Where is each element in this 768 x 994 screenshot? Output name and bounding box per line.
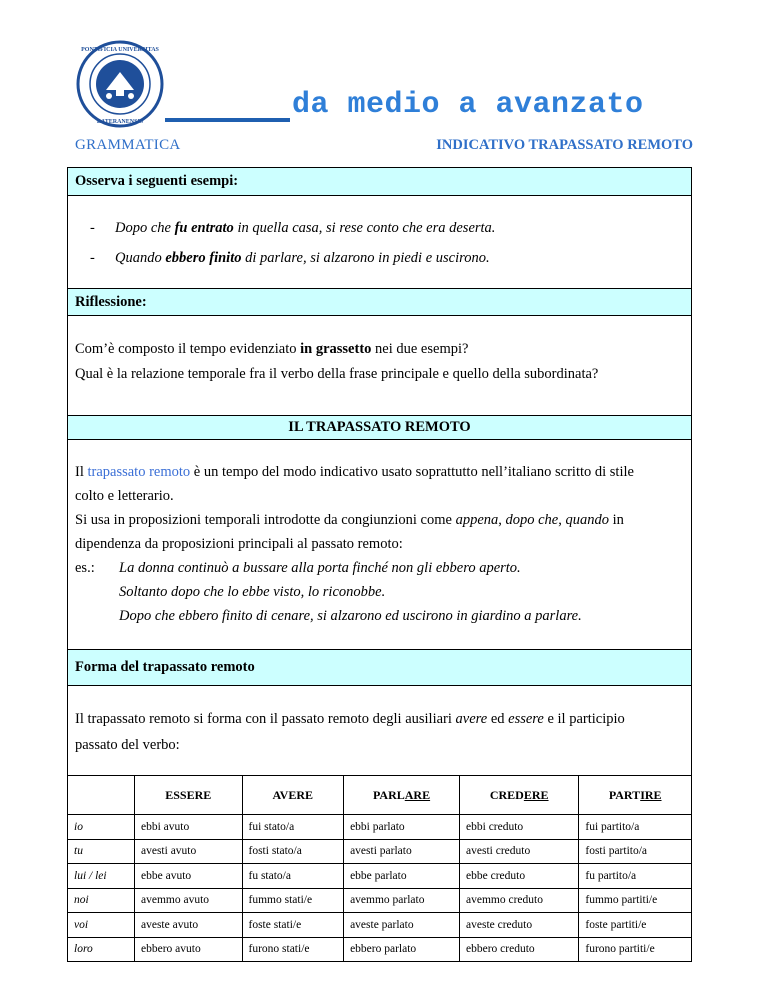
table-header: ESSERE bbox=[135, 776, 243, 815]
trapassato-heading: IL TRAPASSATO REMOTO bbox=[68, 415, 691, 440]
list-dash: - bbox=[90, 250, 95, 266]
table-cell: avesti avuto bbox=[135, 839, 243, 864]
highlight-term: trapassato remoto bbox=[87, 464, 191, 480]
header-underline bbox=[165, 118, 290, 122]
osserva-heading: Osserva i seguenti esempi: bbox=[68, 168, 691, 196]
table-cell: fosti partito/a bbox=[579, 839, 692, 864]
pronoun-cell: tu bbox=[68, 839, 135, 864]
table-cell: avesti parlato bbox=[344, 839, 460, 864]
table-cell: ebbi parlato bbox=[344, 815, 460, 840]
usage-paragraph: Si usa in proposizioni temporali introdotte da congiunzioni come appena, dopo che, quando in bbox=[75, 512, 624, 528]
example-text: di parlare, si alzarono in piedi e uscirono. bbox=[241, 250, 490, 266]
example-item bbox=[68, 246, 691, 276]
example-bold: ebbero finito bbox=[165, 250, 242, 266]
university-seal-logo bbox=[76, 40, 164, 128]
forma-heading: Forma del trapassato remoto bbox=[68, 649, 691, 686]
table-cell: fosti stato/a bbox=[242, 839, 344, 864]
table-header: AVERE bbox=[242, 776, 344, 815]
table-header: CREDERE bbox=[460, 776, 579, 815]
pronoun-cell: voi bbox=[68, 913, 135, 938]
table-row bbox=[68, 888, 692, 913]
es-label: es.: bbox=[75, 560, 95, 576]
forma-paragraph-line2: passato del verbo: bbox=[75, 737, 180, 753]
table-cell: fu stato/a bbox=[242, 864, 344, 889]
table-row bbox=[68, 937, 692, 962]
table-cell: avemmo creduto bbox=[460, 888, 579, 913]
pronoun-cell: loro bbox=[68, 937, 135, 962]
table-cell: fummo stati/e bbox=[242, 888, 344, 913]
page-title: da medio a avanzato bbox=[292, 88, 644, 122]
table-row bbox=[68, 839, 692, 864]
section-label-grammatica: GRAMMATICA bbox=[75, 137, 181, 153]
table-cell: ebbi avuto bbox=[135, 815, 243, 840]
table-cell: avemmo avuto bbox=[135, 888, 243, 913]
table-cell: aveste parlato bbox=[344, 913, 460, 938]
pronoun-cell: lui / lei bbox=[68, 864, 135, 889]
definition-paragraph-line2: colto e letterario. bbox=[75, 488, 174, 504]
table-cell: ebbero creduto bbox=[460, 937, 579, 962]
table-cell: foste partiti/e bbox=[579, 913, 692, 938]
conjugation-table bbox=[67, 775, 692, 962]
table-cell: ebbe parlato bbox=[344, 864, 460, 889]
example-text: Quando bbox=[115, 250, 166, 266]
table-cell: aveste avuto bbox=[135, 913, 243, 938]
example-sentence: Soltanto dopo che lo ebbe visto, lo riconobbe. bbox=[119, 584, 386, 600]
table-cell: avemmo parlato bbox=[344, 888, 460, 913]
riflessione-section bbox=[67, 288, 692, 416]
table-header-row bbox=[68, 776, 692, 815]
riflessione-heading: Riflessione: bbox=[68, 288, 691, 316]
table-row bbox=[68, 864, 692, 889]
table-cell: ebbi creduto bbox=[460, 815, 579, 840]
svg-text:PONTIFICIA UNIVERSITAS: PONTIFICIA UNIVERSITAS bbox=[81, 47, 159, 53]
table-cell: fu partito/a bbox=[579, 864, 692, 889]
example-text: Dopo che bbox=[115, 220, 175, 236]
usage-paragraph-line2: dipendenza da proposizioni principali al passato remoto: bbox=[75, 536, 403, 552]
table-cell: fui stato/a bbox=[242, 815, 344, 840]
pronoun-cell: noi bbox=[68, 888, 135, 913]
osserva-section bbox=[67, 167, 692, 289]
table-header: PARTIRE bbox=[579, 776, 692, 815]
question-2: Qual è la relazione temporale fra il verbo della frase principale e quello della subordinata? bbox=[75, 366, 599, 382]
topic-label: INDICATIVO TRAPASSATO REMOTO bbox=[436, 137, 693, 153]
trapassato-section bbox=[67, 415, 692, 650]
table-header: PARLARE bbox=[344, 776, 460, 815]
example-item bbox=[68, 216, 691, 246]
table-cell: aveste creduto bbox=[460, 913, 579, 938]
table-cell: fummo partiti/e bbox=[579, 888, 692, 913]
svg-text:LATERANENSIS: LATERANENSIS bbox=[96, 119, 144, 125]
example-text: in quella casa, si rese conto che era deserta. bbox=[233, 220, 496, 236]
table-cell: ebbe creduto bbox=[460, 864, 579, 889]
pronoun-cell: io bbox=[68, 815, 135, 840]
table-cell: ebbero avuto bbox=[135, 937, 243, 962]
table-row bbox=[68, 815, 692, 840]
table-row bbox=[68, 913, 692, 938]
table-cell: furono stati/e bbox=[242, 937, 344, 962]
conjugation-table-wrapper bbox=[67, 775, 692, 962]
example-bold: fu entrato bbox=[174, 220, 234, 236]
table-cell: fui partito/a bbox=[579, 815, 692, 840]
forma-section bbox=[67, 649, 692, 775]
table-corner-cell bbox=[68, 776, 135, 815]
table-cell: ebbero parlato bbox=[344, 937, 460, 962]
list-dash: - bbox=[90, 220, 95, 236]
example-sentence: Dopo che ebbero finito di cenare, si alzarono ed uscirono in giardino a parlare. bbox=[119, 608, 582, 624]
table-cell: ebbe avuto bbox=[135, 864, 243, 889]
table-cell: avesti creduto bbox=[460, 839, 579, 864]
table-cell: furono partiti/e bbox=[579, 937, 692, 962]
table-cell: foste stati/e bbox=[242, 913, 344, 938]
example-sentence: La donna continuò a bussare alla porta finché non gli ebbero aperto. bbox=[119, 560, 521, 576]
question-1: Com’è composto il tempo evidenziato in grassetto nei due esempi? bbox=[75, 341, 469, 357]
forma-paragraph: Il trapassato remoto si forma con il passato remoto degli ausiliari avere ed essere e il participio bbox=[75, 711, 625, 727]
definition-paragraph: Il trapassato remoto è un tempo del modo indicativo usato soprattutto nell’italiano scritto di stile bbox=[75, 464, 634, 480]
